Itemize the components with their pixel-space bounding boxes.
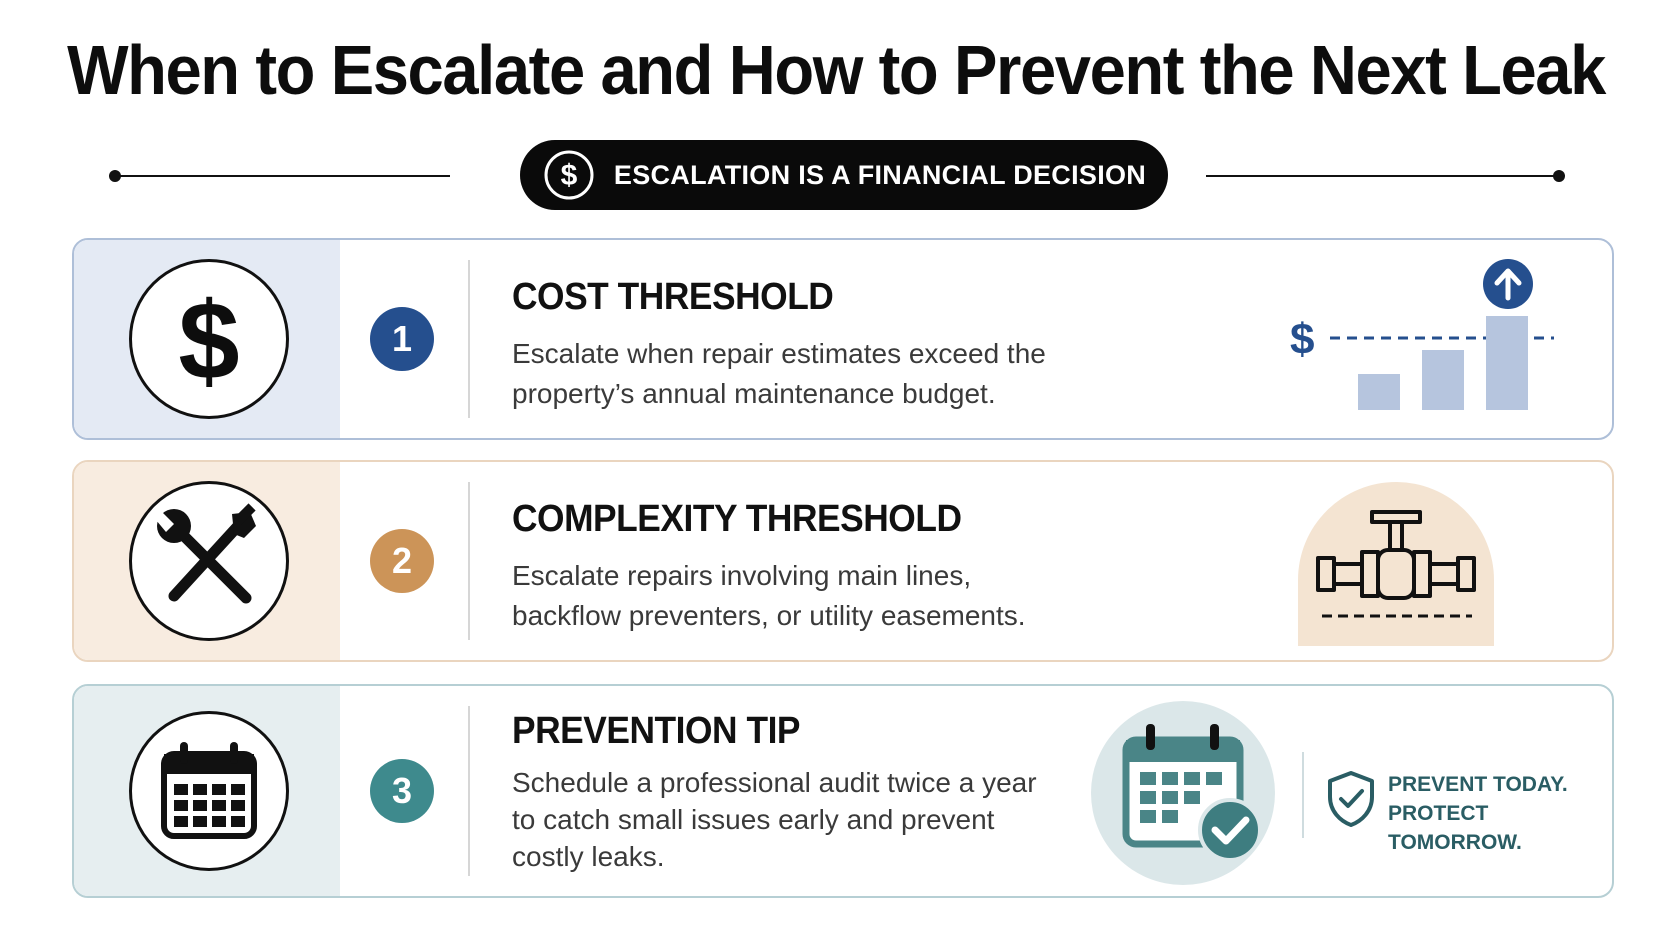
complexity-threshold-card — [72, 460, 1614, 662]
tagline-separator — [1302, 752, 1304, 838]
card-heading: COMPLEXITY THRESHOLD — [512, 498, 962, 540]
banner-label: ESCALATION IS A FINANCIAL DECISION — [613, 159, 1147, 190]
card-heading: COST THRESHOLD — [512, 276, 834, 318]
dollar-circle-icon — [542, 148, 596, 202]
description-line: Escalate when repair estimates exceed the — [512, 338, 1046, 369]
left-divider-line — [114, 175, 450, 177]
divider-dot — [1553, 170, 1565, 182]
step-number-badge: 1 — [370, 307, 434, 371]
wrench-and-pipe-wrench-icon — [129, 481, 289, 641]
tagline-line: PREVENT TODAY. — [1388, 773, 1568, 796]
calendar-check-icon — [1088, 698, 1278, 888]
description-line: property’s annual maintenance budget. — [512, 378, 996, 409]
pipe-valve-icon — [1296, 480, 1496, 646]
shield-check-icon — [1326, 770, 1376, 828]
calendar-icon — [129, 711, 289, 871]
card-description — [512, 334, 1046, 414]
divider-dot — [109, 170, 121, 182]
prevention-tagline — [1388, 770, 1612, 857]
page-title: When to Escalate and How to Prevent the Next Leak — [67, 31, 1605, 109]
arrow-up-icon — [1483, 259, 1533, 309]
cost-symbol: $ — [1290, 315, 1315, 364]
step-number-badge: 3 — [370, 759, 434, 823]
rising-cost-bars-icon — [1288, 256, 1568, 421]
escalation-banner — [520, 140, 1168, 210]
vertical-separator — [468, 260, 470, 418]
dollar-sign-icon — [129, 259, 289, 419]
vertical-separator — [468, 706, 470, 876]
svg-text:$: $ — [178, 284, 240, 394]
description-line: Schedule a professional audit twice a year — [512, 767, 1037, 798]
card-icon-panel — [74, 462, 340, 660]
card-description — [512, 764, 1072, 875]
vertical-separator — [468, 482, 470, 640]
card-heading: PREVENTION TIP — [512, 710, 801, 752]
card-icon-panel — [74, 686, 340, 896]
description-line: Escalate repairs involving main lines, — [512, 560, 972, 591]
svg-text:$: $ — [560, 159, 578, 192]
right-divider-line — [1206, 175, 1560, 177]
step-number-badge: 2 — [370, 529, 434, 593]
description-line: to catch small issues early and prevent — [512, 804, 995, 835]
tagline-line: PROTECT TOMORROW. — [1388, 802, 1522, 854]
description-line: costly leaks. — [512, 841, 665, 872]
prevention-tip-card — [72, 684, 1614, 898]
card-icon-panel — [74, 240, 340, 438]
card-description — [512, 556, 1026, 636]
description-line: backflow preventers, or utility easements. — [512, 600, 1026, 631]
cost-threshold-card — [72, 238, 1614, 440]
